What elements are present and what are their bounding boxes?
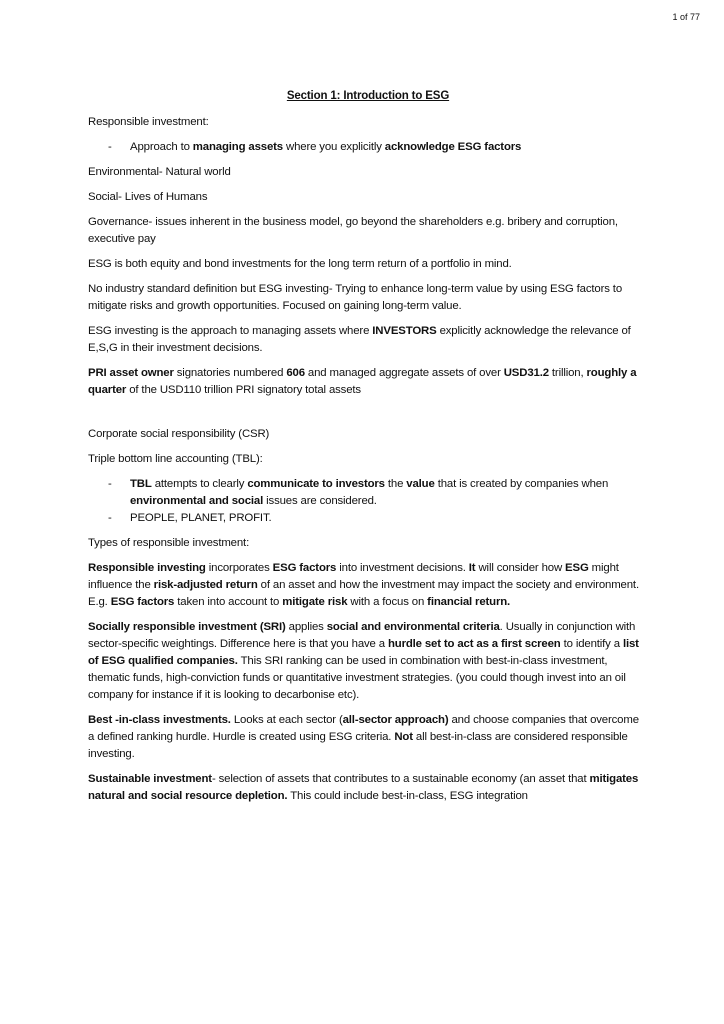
paragraph-esg-investing-investors: ESG investing is the approach to managing assets where INVESTORS explicitly acknowledge the relevance of E,S,G in their investment decisions. [88, 325, 631, 354]
bullet-managing-assets [88, 139, 648, 156]
paragraph-tbl-heading: Triple bottom line accounting (TBL): [88, 453, 263, 465]
paragraph-no-industry-standard: No industry standard definition but ESG investing- Trying to enhance long-term value by using ESG factors to mitigate risks and growth opportunities. Focused on gaining long-term value. [88, 283, 623, 312]
paragraph-governance: Governance- issues inherent in the business model, go beyond the shareholders e.g. bribery and corruption, executive pay [88, 216, 618, 245]
paragraph-pri-asset-owner: PRI asset owner signatories numbered 606 and managed aggregate assets of over USD31.2 trillion, roughly a quarter of the USD110 trillion PRI signatory total assets [88, 367, 637, 396]
paragraph-equity-bond: ESG is both equity and bond investments for the long term return of a portfolio in mind. [88, 258, 512, 270]
paragraph-responsible-investing: Responsible investing incorporates ESG factors into investment decisions. It will consider how ESG might influence the risk-adjusted return of an asset and how the investment may impact the society and environment. E.g. ESG factors taken into account to mitigate risk with a focus on financial return. [88, 562, 639, 608]
paragraph-csr: Corporate social responsibility (CSR) [88, 428, 270, 440]
paragraph-sustainable-investment: Sustainable investment- selection of assets that contributes to a sustainable economy (an asset that mitigates natural and social resource depletion. This could include best-in-class, ESG integration [88, 773, 639, 802]
bullet-dash: - [108, 512, 112, 524]
spacer [88, 407, 648, 426]
paragraph-types-heading: Types of responsible investment: [88, 537, 250, 549]
paragraph-sri: Socially responsible investment (SRI) applies social and environmental criteria. Usually in conjunction with sector-specific weightings. Difference here is that you have a hurdle set to act as a first screen to identify a list of ESG qualified companies. This SRI ranking can be used in combination with best-in-class investment, thematic funds, high-conviction funds or quantitative investment strategies. (you could though invest into an oil company for instance if it is looking to decarbonise etc). [88, 621, 639, 701]
bullet-tbl-value: - TBL attempts to clearly communicate to investors the value that is created by companies when environmental and social issues are considered. [108, 478, 609, 507]
bullet-list-tbl [88, 476, 648, 527]
section-title: Section 1: Introduction to ESG [286, 90, 450, 102]
paragraph-environmental: Environmental- Natural world [88, 166, 231, 178]
paragraph-social: Social- Lives of Humans [88, 191, 208, 203]
bullet-people-planet-profit: - PEOPLE, PLANET, PROFIT. [130, 510, 648, 527]
bullet-text: Approach to managing assets where you explicitly acknowledge ESG factors [130, 141, 522, 153]
paragraph-best-in-class: Best -in-class investments. Looks at each sector (all-sector approach) and choose companies that overcome a defined ranking hurdle. Hurdle is created using ESG criteria. Not all best-in-class are considered responsible investing. [88, 714, 639, 760]
page-number: 1 of 77 [672, 12, 700, 22]
bullet-dash: - [108, 478, 112, 490]
paragraph-responsible-investment: Responsible investment: [88, 116, 209, 128]
bullet-dash: - [108, 141, 112, 153]
document-body [88, 88, 648, 813]
